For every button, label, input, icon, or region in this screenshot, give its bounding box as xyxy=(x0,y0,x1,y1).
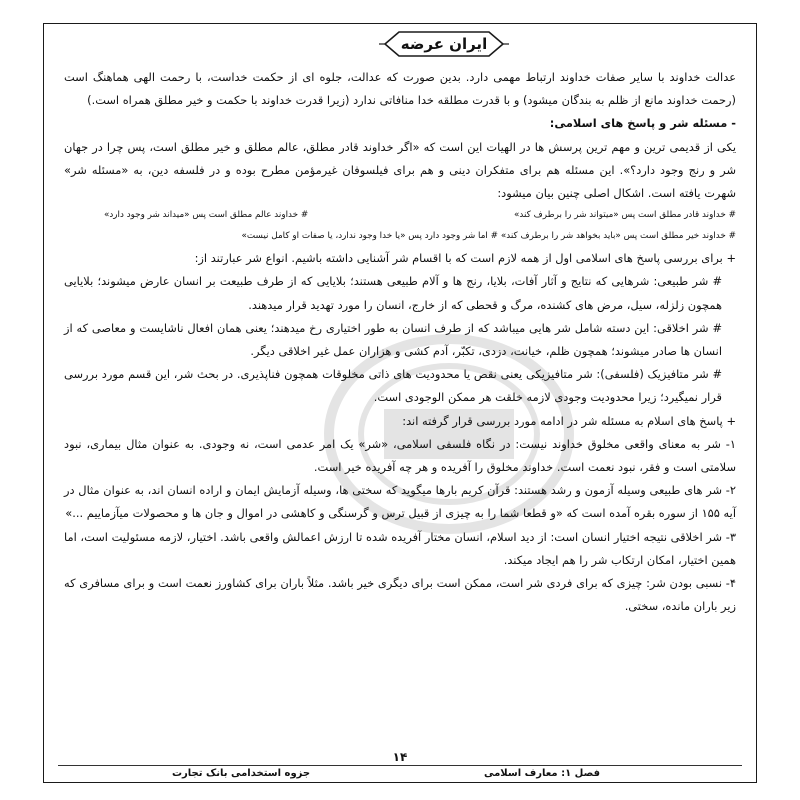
quote-item: # خداوند قادر مطلق است پس «میتواند شر را برطرف کند» xyxy=(514,210,736,221)
paragraph: + پاسخ های اسلام به مسئله شر در ادامه مورد بررسی قرار گرفته اند: xyxy=(402,413,736,428)
paragraph: ۲- شر های طبیعی وسیله آزمون و رشد هستند: قرآن کریم بارها میگوید که سختی ها، وسیله آزمایش ایمان و اراده انسان اند، به عنوان مثال در آیه ۱۵۵ از سوره بقره آمده است که «و قطعا شما را به چیزی از قبیل ترس و گرسنگی و کاهشی در اموال و جان ها و محصولات میآزماییم ...» xyxy=(64,483,736,521)
footer-book-title: جزوه استخدامی بانک تجارت xyxy=(172,768,311,779)
page-number: ۱۴ xyxy=(392,750,408,764)
body-text xyxy=(64,66,736,618)
site-logo xyxy=(379,27,509,61)
paragraph: ۴- نسبی بودن شر: چیزی که برای فردی شر است، ممکن است برای دیگری خیر باشد. مثلاً باران برای کشاورز نعمت است و برای مسافری که زیر باران مانده، سختی. xyxy=(64,576,736,614)
paragraph: # شر اخلاقی: این دسته شامل شر هایی میباشد که از طرف انسان به طور اختیاری رخ میدهند؛ یعنی همان افعال ناشایست و معاصی که از انسان ها صادر میشوند؛ همچون ظلم، خیانت، دزدی، تکبّر، آدم کشی و هزاران عمل غیر اخلاقی دیگر. xyxy=(64,320,722,359)
paragraph: + برای بررسی پاسخ های اسلامی اول از همه لازم است که با اقسام شر آشنایی داشته باشیم. انواع شر عبارتند از: xyxy=(194,251,736,266)
paragraph: # شر متافیزیک (فلسفی): شر متافیزیکی یعنی نقص یا محدودیت های ذاتی مخلوقات همچون فناپذیری. در بحث شر، این قسم مورد بررسی قرار نمیگیرد؛ زیرا محدودیت وجودی لازمه خلقت هر ممکن الوجودی است. xyxy=(64,367,722,405)
logo-text: ایران عرضه xyxy=(400,35,488,53)
paragraph: # شر طبیعی: شرهایی که نتایج و آثار آفات، بلایا، رنج ها و آلام طبیعی هستند؛ بلایایی که از طرف طبیعت بر انسان عارض میشوند؛ بلایایی همچون زلزله، سیل، مرض های کشنده، مرگ و قحطی که از خارج، انسان را مورد تهدید قرار میدهند. xyxy=(64,274,722,312)
paragraph: یکی از قدیمی ترین و مهم ترین پرسش ها در الهیات این است که «اگر خداوند قادر مطلق، عالم مطلق و خیر مطلق است، پس چرا در جهان شر و رنج وجود دارد؟». این مسئله هم برای متفکران دینی و هم برای فیلسوفان غیرمؤمن مطرح بوده و در فلسفه دین، به «مسئله شر» شهرت یافته است. اشکال اصلی چنین بیان میشود: xyxy=(64,139,736,201)
paragraph: عدالت خداوند با سایر صفات خداوند ارتباط مهمی دارد. بدین صورت که عدالت، جلوه ای از حکمت خداست، با رحمت الهی هماهنگ است (رحمت خداوند مانع از ظلم به بندگان میشود) و با قدرت مطلقه خدا منافاتی ندارد (زیرا قدرت خداوند با حکمت و خیر مطلق همراه است.) xyxy=(64,70,736,108)
quote-line xyxy=(64,226,736,247)
footer-chapter-title: فصل ۱: معارف اسلامی xyxy=(483,768,600,779)
paragraph: ۳- شر اخلاقی نتیجه اختیار انسان است: از دید اسلام، انسان مختار آفریده شده تا ارزش اعمالش واقعی باشد. اختیار، لازمه مسئولیت است، اما همین اختیار، امکان ارتکاب شر را هم ایجاد میکند. xyxy=(64,529,736,567)
footer-divider xyxy=(58,765,742,766)
quote-item: # خداوند خیر مطلق است پس «باید بخواهد شر را برطرف کند» # اما شر وجود دارد پس «یا خدا وجود ندارد، یا صفات او کامل نیست» xyxy=(241,231,736,242)
section-heading: - مسئله شر و پاسخ های اسلامی: xyxy=(549,116,736,131)
quote-item: # خداوند عالم مطلق است پس «میداند شر وجود دارد» xyxy=(104,210,309,221)
quote-line xyxy=(64,205,736,226)
document-page xyxy=(43,23,757,783)
paragraph: ۱- شر به معنای واقعی مخلوق خداوند نیست: در نگاه فلسفی اسلامی، «شر» یک امر عدمی است، نه وجودی. به عنوان مثال بیماری، نبود سلامتی است و فقر، نبود نعمت است. خداوند مخلوق را آفریده و هر چه آفریده خیر است. xyxy=(64,436,736,475)
